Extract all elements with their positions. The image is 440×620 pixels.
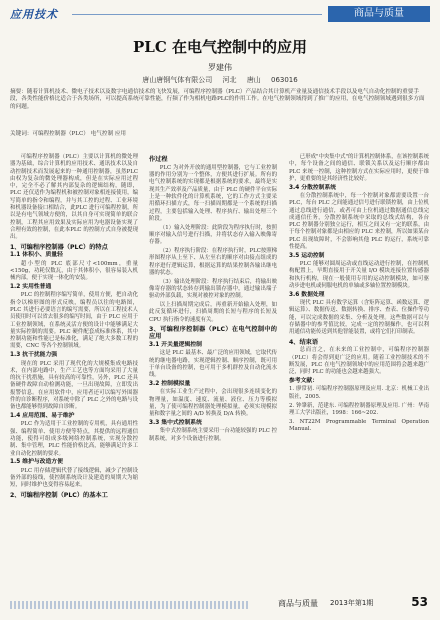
subsection-heading: 1.4 应用范围、易于维护 xyxy=(10,413,75,420)
body-column-3 xyxy=(289,154,429,435)
paragraph: 在分散控制系统中，每一个控制对象都需要设置一台 PLC，每台 PLC 之间能通过信号进行联锁控制，由上位机通过总线进行通信，或者可由上位机通过数据通信总线完成通信任务，分散控制系统中采取的总线式结构，各台 PLC 控制器分别独立运行，相互之间又有一定的联系，由于每个控制对象都是由相应的 PLC 来控制，所以如果某台 PLC 出现故障时，不会影响其他 PLC 的运行，系统可靠性提高。 xyxy=(289,192,429,251)
article-author: 罗建伟 xyxy=(208,63,232,72)
subsection-heading: 1.1 体积小、质量轻 xyxy=(10,252,63,259)
body-column-1 xyxy=(10,154,138,500)
subsection-heading: 参考文献： xyxy=(289,378,318,385)
paragraph: （1）输入处理阶段：此阶段为程序执行时，按照顺序对输入信号进行扫描，并将状态存入输入映像寄存器。 xyxy=(149,224,277,246)
article-title: PLC 在电气控制中的应用 xyxy=(133,38,307,56)
page-header xyxy=(0,0,440,28)
subsection-heading: 3.5 运动控制 xyxy=(289,252,325,259)
paragraph: PLC 能够对圆周运动或直线运动进行控制，在控制机构配置上，早期直接用于开关量 I/O 模块连接位置传感器和执行机构，现在一般使用专用的运动控制模块，如可驱动步进电机或伺服电机的单轴或多轴位置控制模块。 xyxy=(289,261,429,290)
paragraph: 集中式控制系统主要采用一台功能较强的 PLC 控制系统，对多个设备进行控制。 xyxy=(149,428,277,442)
footer-issue: 2013年第1期 xyxy=(330,599,374,607)
paragraph: 这是 PLC 最基本、最广泛的应用领域，它取代传统的继电器电路，实现逻辑控制、顺序控制，既可用于单台设备的控制，也可用于多机群控及自动化流水线。 xyxy=(149,350,277,379)
subsection-heading: 3.3 集中式控制系统 xyxy=(149,420,202,427)
paragraph: 总而言之，在未来的工业控制中，可编程序控制器（PLC）将会得到更广泛的应用。随着工业控制技术的不断发展，PLC 在电气控制领域中的应用范围将会越来越广泛，同时 PLC 的功能也会越来越强大。 xyxy=(289,347,429,376)
subsection-heading: 3.2 控制模拟量 xyxy=(149,381,191,388)
section-heading: 1、可编程序控制器（PLC）的特点 xyxy=(10,243,108,251)
reference-item: 3. NT22M Programmable Terminal Operation Manual. xyxy=(289,418,429,432)
affiliation-company: 唐山唐钢气体有限公司 xyxy=(142,76,213,84)
paragraph: 已形成"中央集中式"的计算机控制体系，在该控制系统中，每个设备之间的通信、联锁关系以及运行顺序都由 PLC 来统一控制，这种控制方式在实际应用时，更便于维护，更重要的是其经济性比较好。 xyxy=(289,154,429,182)
reference-item: 2. 钟肇新，范建东. 可编程控制器原理及应用. 广州：华南理工大学出版社，1998：166~202. xyxy=(289,402,429,416)
section-heading: 3、可编程序控制器（PLC）在电气控制中的应用 xyxy=(149,326,277,341)
footer-magazine: 商品与质量 xyxy=(278,599,318,608)
paragraph: 以上扫描周期完成后，再重新开始输入处理，如此反复循环进行，扫描周期的长短与程序的长短及 CPU 执行指令的速度有关。 xyxy=(149,302,277,323)
paragraph: 现代 PLC 具有数学运算（含矩阵运算、函数运算、逻辑运算）、数据传送、数据转换、排序、查表、位操作等功能，可以完成数据的采集、分析及处理。这些数据可以与存储器中的参考值比较，完成一定的控制操作，也可以利用通信功能传送到其他智能装置，或将它们打印制表。 xyxy=(289,300,429,336)
affiliation-province: 河北 xyxy=(222,76,237,84)
body-column-2 xyxy=(149,154,277,444)
paragraph: 在实际工业生产过程中，会出现很多连续变化的物理量，如温度、速度、流量、液位、压力等模拟量，为了使可编程控制器处理模拟量，必须实现模拟量和数字量之间的 A/D 转换及 D/A 转换。 xyxy=(149,389,277,418)
paragraph: （2）程序执行阶段：在程序执行时，PLC按照梯形图程序从上至下、从左至右的顺序对由接点组成的程序进行逻辑运算，根据运算的结果控制各输出继电器的状态。 xyxy=(149,248,277,276)
section-heading: 4、结束语 xyxy=(289,338,319,346)
section-label: 应用技术 xyxy=(10,8,58,21)
affiliation-city: 唐山 xyxy=(246,76,261,84)
paragraph: （3）输出处理阶段：程序执行结束后，将输出映像寄存器的状态转存到输出锁存器中，通过输出端子驱动外部负载，实现对被控对象的控制。 xyxy=(149,278,277,300)
footer-decoration xyxy=(10,601,250,609)
paragraph: PLC 用存储逻辑代替了接线逻辑，减少了控制设备外部的接线，使控制系统设计及建造的周期大为缩短，同时维护也变得容易起来。 xyxy=(10,467,138,489)
paragraph: PLC 作为适用于工业控制的专用机，具有通用性强、编程简单、使用方便等特点，其提供的远程通信功能，使得可组成多级网络控制系统，实现分散控制、集中管理，PLC 性能价格比高，能够满足许多工业自动化控制的要求。 xyxy=(10,421,138,457)
paragraph: 超小型的 PLC 底部尺寸<100mm，重量<150g，功耗仅数瓦，由于其体积小，很容易装入机械内部，便于实现一体化的安装。 xyxy=(10,260,138,282)
section-heading: 作过程 xyxy=(149,156,168,163)
paragraph: PLC 为对外开放的通用型控制器，它与工业控制器的作用分别为一个整体，方便其进行扩展。所有的电气控制系统的实现都是根据系统的要求，最终是实现其生产效率及产品质量，由于 PLC 的硬件平台实际上是一种软件化的计算机系统，它的工作方式主要采用循环扫描方式，每一扫描周期都是一个系统的扫描过程，主要包括输入处理、程序执行、输出处理三个阶段。 xyxy=(149,164,277,222)
subsection-heading: 3.1 开关量逻辑控制 xyxy=(149,342,202,349)
keywords: 关键词：可编程控制器（PLC） 电气控制 应用 xyxy=(10,131,127,137)
abstract: 摘要：随着计算机技术、微电子技术以及数字电通信技术的飞快发展，可编程序控制器（PLC）产品结合其计算机产业量及通信技术手段以及电气自动化控制的重要手段，各类性能价格比适合于各类场所，可以提高系统可靠性能，行频了作为相机电路PLC的作用工作。在电气控制领域得到了推广的应用，在电气控制领域遇到很多方面的问题。 xyxy=(10,89,425,110)
subsection-heading: 1.2 实用性普通 xyxy=(10,284,52,291)
page-number: 53 xyxy=(411,595,428,609)
paragraph: 现在的 PLC 采用了现代化的大规模集成电路技术，在内部电路中，生产工艺也等方面均采用了大量的抗干扰措施，具有较高的可靠性，另外，PLC 还具备硬件故障自动检测功能，一旦出现故障，立即发出报警信息。在应用软件中，应用者还可以编写外围器件的自诊断程序，对系统中除了 PLC 之外的电路与设备也都能够得到故障自诊断。 xyxy=(10,360,138,411)
subsection-heading: 1.3 抗干扰能力强 xyxy=(10,352,58,359)
magazine-tab: 商品与质量 xyxy=(328,6,430,22)
paragraph: 可编程序控制器（PLC）主要以计算机的微处理器为基础，综合计算机的应用技术、通讯技术以及自动控制技术而发展起来的一种通用控制器，虽然PLC由权为复杂的微处理器构成，但是在实际应用过程中，完全不必了解其内部复杂的逻辑结构，随即，PLC 还仅适作为编程机和被控制对象相连接使用，编写简单的指令和编程，并与其工控的过程、工业环境和机器设备接口相结合，此PLC 进行可编程控制，所以是有电气领域方便的，以其自身可实现简单的联合控制，工程其应用效果及实际应用为电器设备实现了合理有效的控制，在此本PLC 的控制方式自身被提现出。 xyxy=(10,154,138,241)
subsection-heading: 3.6 数据处理 xyxy=(289,291,325,298)
author-affiliation xyxy=(0,75,440,85)
affiliation-postcode: 063016 xyxy=(270,76,298,84)
section-heading: 2、可编程序控制（PLC）的基本工 xyxy=(10,491,108,499)
page-footer xyxy=(0,596,440,616)
subsection-heading: 1.5 维护与改造方便 xyxy=(10,459,63,466)
subsection-heading: 3.4 分散控制系统 xyxy=(289,184,337,191)
paragraph: PLC 的控制程序编写简单，使用方便，把自动化指令以梯形图的形式反映，编程员以往的电路图，PLC 其进行必要语言的编写需要，所以在工程技术人员使用时可以省去很多的编写时间，由于 PLC 应用于工业控制领域，在系统灵活方便的设计中能够满足大量实际控制的需要。PLC 硬件配套成标准体系，其中控制功能和性能已是标准化，满足了绝大多数工程的需要，CNC 等各个控制领域。 xyxy=(10,292,138,350)
reference-item: 1. 廖常初. 可编程序控制器原理及应用. 北京：机械工业出版社，2005. xyxy=(289,386,429,400)
